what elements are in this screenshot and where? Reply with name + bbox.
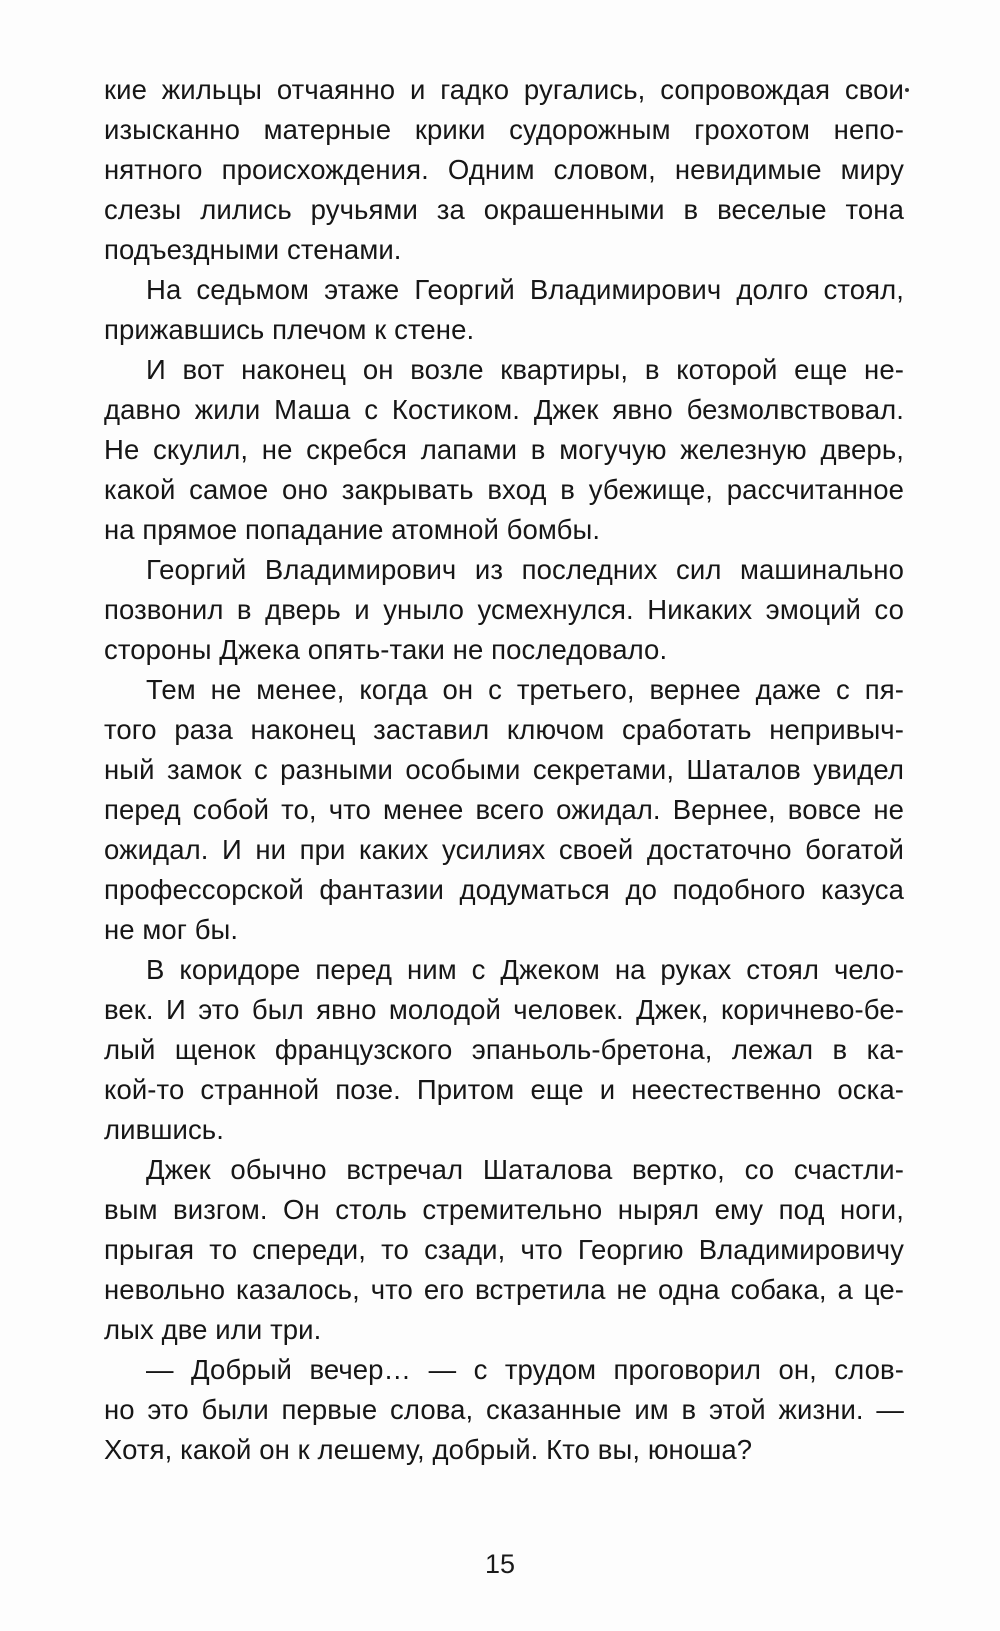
paragraph-3-line-3: Не скулил, не скребся лапами в могучую железную дверь, xyxy=(104,434,904,465)
paragraph-4-line-1: Георгий Владимирович из последних сил машинально xyxy=(146,554,904,585)
paragraph-5-line-3: ный замок с разными особыми секретами, Шаталов увидел xyxy=(104,754,904,785)
paragraph-1-line-2: изысканно матерные крики судорожным грохотом непо- xyxy=(104,114,904,145)
paragraph-5-line-7: не мог бы. xyxy=(104,914,239,945)
paragraph-1-line-1: кие жильцы отчаянно и гадко ругались, сопровождая свои xyxy=(104,74,904,105)
paragraph-7-line-1: Джек обычно встречал Шаталова вертко, со счастли- xyxy=(146,1154,904,1185)
paragraph-8-line-1: — Добрый вечер… — с трудом проговорил он, слов- xyxy=(146,1354,904,1385)
paragraph-2-line-2: прижавшись плечом к стене. xyxy=(104,314,475,345)
paragraph-6-line-2: век. И это был явно молодой человек. Джек, коричнево-бе- xyxy=(104,994,904,1025)
paragraph-3-line-5: на прямое попадание атомной бомбы. xyxy=(104,514,601,545)
paragraph-5-line-1: Тем не менее, когда он с третьего, вернее даже с пя- xyxy=(146,674,904,705)
paragraph-8-line-3: Хотя, какой он к лешему, добрый. Кто вы, юноша? xyxy=(104,1434,753,1465)
body-text xyxy=(104,70,904,1470)
paragraph-2-line-1: На седьмом этаже Георгий Владимирович долго стоял, xyxy=(146,274,904,305)
paragraph-6-line-1: В коридоре перед ним с Джеком на руках стоял чело- xyxy=(146,954,904,985)
paragraph-7-line-2: вым визгом. Он столь стремительно нырял ему под ноги, xyxy=(104,1194,904,1225)
paragraph-1-line-5: подъездными стенами. xyxy=(104,234,402,265)
page-number: 15 xyxy=(484,1549,516,1579)
paragraph-1-line-3: нятного происхождения. Одним словом, невидимые миру xyxy=(104,154,904,185)
paragraph-3-line-4: какой самое оно закрывать вход в убежище, рассчитанное xyxy=(104,474,904,505)
margin-mark xyxy=(905,88,909,92)
paragraph-7-line-4: невольно казалось, что его встретила не одна собака, а це- xyxy=(104,1274,904,1305)
paragraph-5-line-4: перед собой то, что менее всего ожидал. Вернее, вовсе не xyxy=(104,794,904,825)
paragraph-4-line-3: стороны Джека опять-таки не последовало. xyxy=(104,634,668,665)
paragraph-7-line-5: лых две или три. xyxy=(104,1314,322,1345)
paragraph-6-line-4: кой-то странной позе. Притом еще и неестественно оска- xyxy=(104,1074,904,1105)
paragraph-7-line-3: прыгая то спереди, то сзади, что Георгию Владимировичу xyxy=(104,1234,904,1265)
paragraph-1-line-4: слезы лились ручьями за окрашенными в веселые тона xyxy=(104,194,904,225)
paragraph-3-line-1: И вот наконец он возле квартиры, в которой еще не- xyxy=(146,354,904,385)
paragraph-5-line-2: того раза наконец заставил ключом сработать непривыч- xyxy=(104,714,904,745)
paragraph-6-line-5: лившись. xyxy=(104,1114,224,1145)
paragraph-5-line-6: профессорской фантазии додуматься до подобного казуса xyxy=(104,874,904,905)
paragraph-6-line-3: лый щенок французского эпаньоль-бретона, лежал в ка- xyxy=(104,1034,904,1065)
paragraph-8-line-2: но это были первые слова, сказанные им в этой жизни. — xyxy=(104,1394,904,1425)
paragraph-4-line-2: позвонил в дверь и уныло усмехнулся. Никаких эмоций со xyxy=(104,594,904,625)
paragraph-5-line-5: ожидал. И ни при каких усилиях своей достаточно богатой xyxy=(104,834,904,865)
paragraph-3-line-2: давно жили Маша с Костиком. Джек явно безмолвствовал. xyxy=(104,394,904,425)
